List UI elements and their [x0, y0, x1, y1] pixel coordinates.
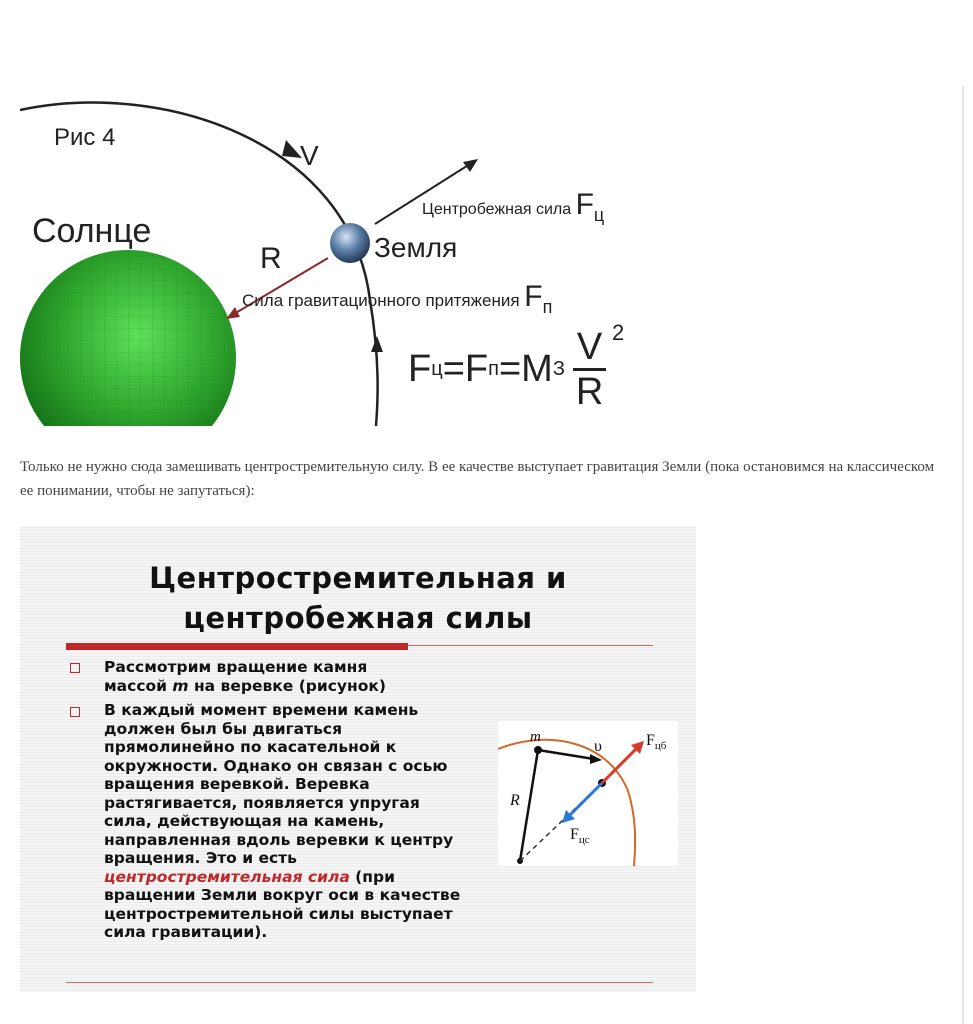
title-red-bar: [66, 643, 408, 650]
centrifugal-force-symbol: $F_ц$: [575, 188, 605, 225]
bullet-2-text: В каждый момент времени камень должен был бы двигаться прямолинейно по касательной к окружности. Однако он связан с осью вращения веревкой. Веревка растягивается, появляется упругая сила, действующая на камень, направленная вдоль веревки к центру вращения. Это и есть центростремительная сила (при вращении Земли вокруг оси в качестве центростремительной силы выступает сила гравитации).: [104, 701, 461, 941]
centripetal-label: $F_{цс}$: [570, 826, 590, 846]
velocity-arrowhead: [282, 140, 302, 158]
figure-sun-earth: [20, 100, 660, 426]
figure-caption: Рис 4: [54, 124, 116, 151]
force-formula: F ц = F п =M З V 2 R: [408, 320, 625, 413]
gravity-force-symbol: $F_п$: [524, 280, 553, 317]
radius-label: R: [510, 792, 520, 809]
slide-title: Центростремительная и центробежная силы: [149, 561, 567, 635]
radius-label: R: [260, 242, 282, 275]
page-right-border: [962, 86, 964, 1024]
velocity-label: υ: [594, 738, 602, 755]
bullet-square-icon: [70, 663, 80, 673]
gravity-force-text: Сила гравитационного притяжения: [242, 291, 520, 310]
orbit-arrowhead: [371, 336, 383, 352]
mass-label: m: [530, 729, 541, 745]
bullet-square-icon: [70, 707, 80, 717]
velocity-label: V: [300, 140, 319, 171]
slide-image: [20, 526, 696, 992]
body-paragraph: Только не нужно сюда замешивать центростремительную силу. В ее качестве выступает гравитация Земли (пока остановимся на классическом ее понимании, чтобы не запутаться):: [20, 459, 935, 499]
formula-fraction: V 2 R: [573, 328, 606, 411]
slide-bottom-line: [66, 982, 653, 983]
sun-label: Солнце: [32, 212, 152, 250]
earth-label: Земля: [374, 232, 458, 263]
rope-rotation-diagram: [498, 721, 678, 866]
centrifugal-force-label: [422, 188, 604, 226]
bullet-1-text: Рассмотрим вращение камня массой m на веревке (рисунок): [104, 658, 386, 695]
centrifugal-force-text: Центробежная сила: [422, 201, 572, 218]
centrifugal-label: $F_{цб}$: [646, 732, 667, 752]
gravity-force-label: [242, 280, 552, 318]
earth-sphere: [330, 223, 370, 263]
